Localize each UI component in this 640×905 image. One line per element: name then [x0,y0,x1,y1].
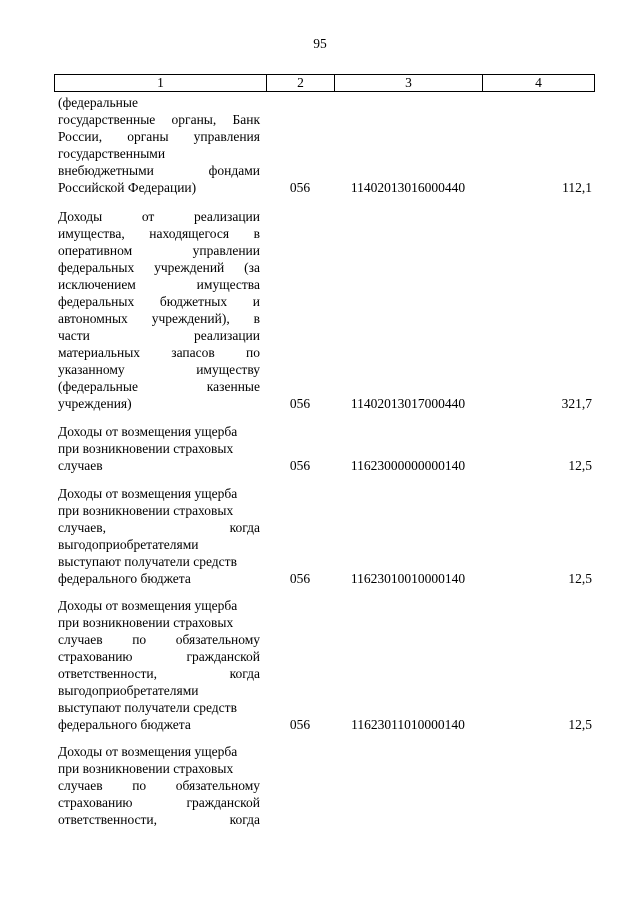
description-line: Доходы от реализации [58,209,260,224]
description-line: государственными [58,146,166,161]
description-line: федерального бюджета [58,571,191,586]
header-col-4: 4 [483,75,595,92]
description-line: указанному имуществу [58,362,260,377]
description-line: при возникновении страховых [58,503,234,518]
description-line: имущества, находящегося в [58,226,260,241]
description-line: России, органы управления [58,129,260,144]
description-line: исключением имущества [58,277,260,292]
description-line: выгодоприобретателями [58,537,199,552]
row-description [58,208,260,412]
description-line: при возникновении страховых [58,761,234,776]
description-line: случаев по обязательному [58,632,260,647]
row-amount: 12,5 [568,458,592,473]
row-description [58,94,260,196]
description-line: части реализации [58,328,260,343]
description-line: при возникновении страховых [58,441,234,456]
description-line: (федеральные [58,95,138,110]
description-line: случаев, когда [58,520,260,535]
row-kbk: 11623000000000140 [350,458,466,473]
row-amount: 112,1 [562,180,592,195]
description-line: выступают получатели средств [58,554,237,569]
header-col-2: 2 [267,75,335,92]
row-kbk: 11623010010000140 [350,571,466,586]
row-kbk: 11402013017000440 [350,396,466,411]
description-line: федеральных учреждений (за [58,260,260,275]
row-description [58,485,260,587]
description-line: при возникновении страховых [58,615,234,630]
header-col-1: 1 [55,75,267,92]
description-line: Доходы от возмещения ущерба [58,424,238,439]
description-line: (федеральные казенные [58,379,260,394]
row-amount: 12,5 [568,717,592,732]
description-line: страхованию гражданской [58,795,260,810]
description-line: Доходы от возмещения ущерба [58,486,238,501]
description-line: случаев [58,458,103,473]
description-line: федеральных бюджетных и [58,294,260,309]
description-line: страхованию гражданской [58,649,260,664]
row-description [58,743,260,828]
row-description [58,597,260,733]
row-amount: 321,7 [561,396,592,411]
table-header [54,74,595,92]
row-kbk: 11623011010000140 [351,717,465,732]
page-number: 95 [313,36,327,51]
description-line: материальных запасов по [58,345,260,360]
description-line: Доходы от возмещения ущерба [58,598,238,613]
description-line: внебюджетными фондами [58,163,260,178]
description-line: оперативном управлении [58,243,260,258]
row-code: 056 [289,180,311,195]
row-code: 056 [289,571,311,586]
row-kbk: 11402013016000440 [350,180,466,195]
description-line: ответственности, когда [58,812,260,827]
row-amount: 12,5 [568,571,592,586]
description-line: выступают получатели средств [58,700,237,715]
row-code: 056 [289,717,311,732]
description-line: федерального бюджета [58,717,191,732]
description-line: случаев по обязательному [58,778,260,793]
row-code: 056 [289,396,311,411]
description-line: Российской Федерации) [58,180,197,195]
description-line: государственные органы, Банк [58,112,260,127]
row-code: 056 [289,458,311,473]
header-col-3: 3 [335,75,483,92]
description-line: автономных учреждений), в [58,311,260,326]
description-line: Доходы от возмещения ущерба [58,744,238,759]
row-description [58,423,260,474]
description-line: учреждения) [58,396,132,411]
description-line: выгодоприобретателями [58,683,199,698]
description-line: ответственности, когда [58,666,260,681]
